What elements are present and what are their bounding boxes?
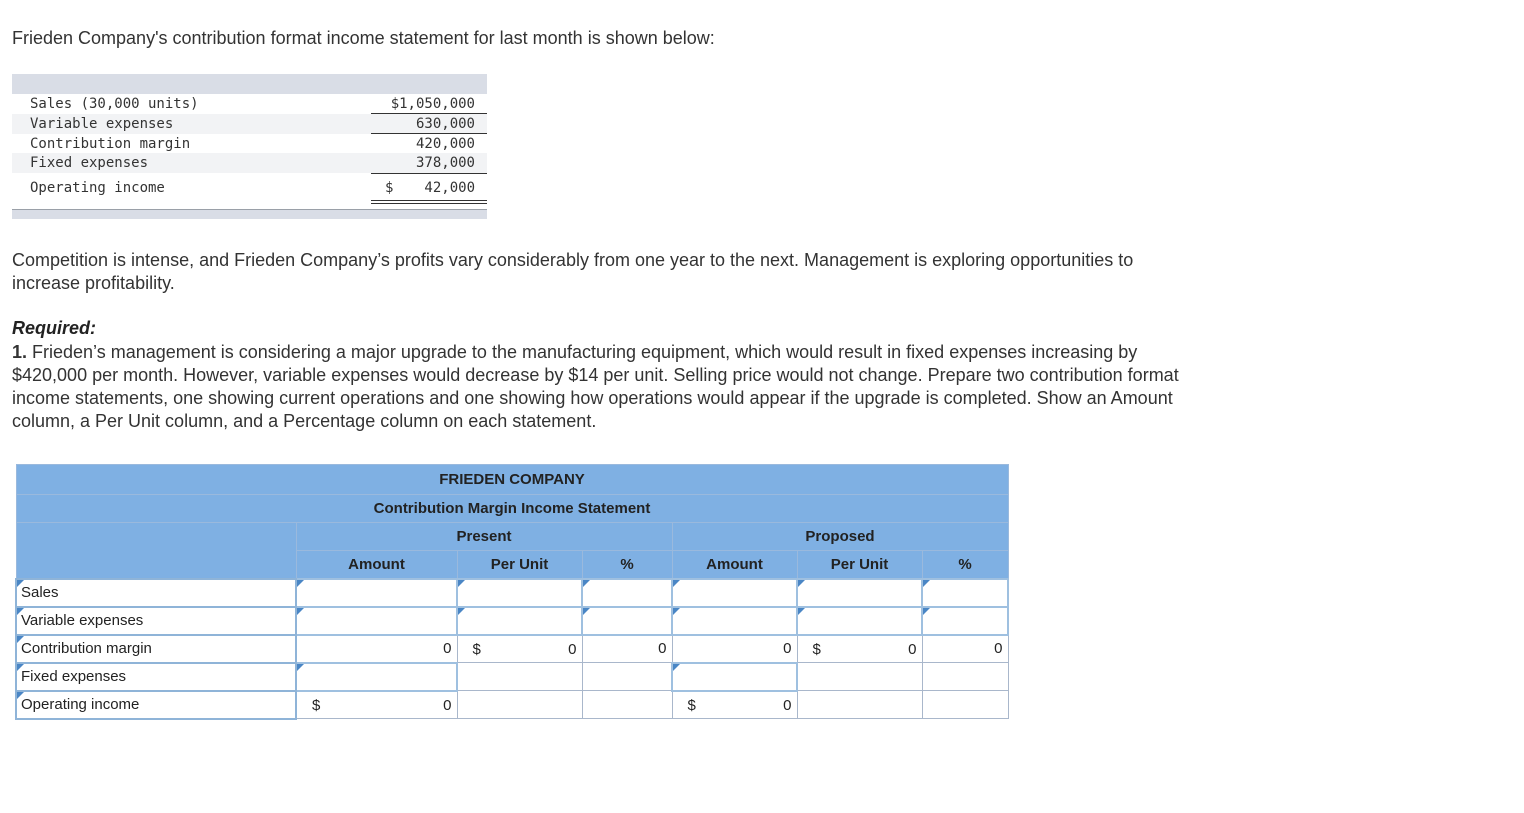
- source-label: Contribution margin: [30, 136, 191, 152]
- source-value: 378,000: [415, 155, 475, 171]
- row-label-text: Variable expenses: [21, 612, 144, 629]
- source-label: Fixed expenses: [30, 155, 149, 171]
- requirement-1: [12, 341, 1202, 433]
- proposed-variable-pct-input[interactable]: [922, 607, 1008, 635]
- input-marker: [17, 636, 24, 643]
- underline: [371, 133, 487, 134]
- present-cm-per-unit: [457, 635, 582, 663]
- dollar-sign: $: [312, 696, 321, 714]
- proposed-sales-amount-input[interactable]: [672, 579, 797, 607]
- present-cm-pct: 0: [582, 635, 672, 663]
- source-label: Sales (30,000 units): [30, 96, 199, 112]
- input-marker: [923, 608, 930, 615]
- statement-bottom-bar: [12, 209, 487, 219]
- input-marker: [673, 608, 680, 615]
- present-cm-amount: 0: [296, 635, 457, 663]
- empty-cell: [922, 663, 1008, 691]
- source-label: Variable expenses: [30, 116, 174, 132]
- input-marker: [297, 608, 304, 615]
- row-label-cm[interactable]: [16, 635, 296, 663]
- empty-cell: [457, 663, 582, 691]
- intro-text: Frieden Company's contribution format income statement for last month is shown below:: [12, 28, 715, 48]
- source-row-oi: [12, 178, 487, 198]
- source-dollar: $: [385, 180, 394, 196]
- company-name: FRIEDEN COMPANY: [16, 465, 1008, 495]
- proposed-variable-amount-input[interactable]: [672, 607, 797, 635]
- underline: [371, 173, 487, 174]
- value: 0: [568, 640, 577, 658]
- row-label-sales[interactable]: [16, 579, 296, 607]
- row-label-text: Operating income: [21, 696, 140, 713]
- source-row-sales: [12, 94, 487, 114]
- present-sales-per-unit-input[interactable]: [457, 579, 582, 607]
- source-row-variable: [12, 114, 487, 134]
- source-income-statement: [12, 74, 487, 219]
- row-label-text: Contribution margin: [21, 640, 152, 657]
- table-row: [16, 607, 1008, 635]
- source-value: $1,050,000: [390, 96, 475, 112]
- present-fixed-amount-input[interactable]: [296, 663, 457, 691]
- input-marker: [458, 608, 465, 615]
- input-marker: [583, 608, 590, 615]
- source-value: 420,000: [415, 136, 475, 152]
- source-row-cm: [12, 134, 487, 154]
- row-label-text: Sales: [21, 584, 59, 601]
- proposed-cm-pct: 0: [922, 635, 1008, 663]
- proposed-oi-amount: [672, 691, 797, 719]
- present-sales-amount-input[interactable]: [296, 579, 457, 607]
- source-value: 42,000: [424, 180, 475, 196]
- source-label: Operating income: [30, 180, 165, 196]
- present-pct-header: %: [582, 551, 672, 579]
- double-underline: [371, 200, 487, 201]
- double-underline: [371, 203, 487, 204]
- empty-cell: [457, 691, 582, 719]
- input-marker: [583, 580, 590, 587]
- empty-cell: [797, 691, 922, 719]
- row-label-fixed[interactable]: [16, 663, 296, 691]
- proposed-fixed-amount-input[interactable]: [672, 663, 797, 691]
- proposed-cm-per-unit: [797, 635, 922, 663]
- present-variable-per-unit-input[interactable]: [457, 607, 582, 635]
- present-per-unit-header: Per Unit: [457, 551, 582, 579]
- table-row: [16, 663, 1008, 691]
- present-header: Present: [296, 523, 672, 551]
- empty-cell: [797, 663, 922, 691]
- input-marker: [673, 580, 680, 587]
- row-label-variable[interactable]: [16, 607, 296, 635]
- empty-cell: [582, 691, 672, 719]
- proposed-header: Proposed: [672, 523, 1008, 551]
- proposed-sales-per-unit-input[interactable]: [797, 579, 922, 607]
- input-marker: [17, 692, 24, 699]
- statement-title: Contribution Margin Income Statement: [16, 495, 1008, 523]
- dollar-sign: $: [687, 696, 696, 714]
- value: 0: [443, 696, 452, 714]
- requirement-number: 1.: [12, 342, 28, 362]
- proposed-sales-pct-input[interactable]: [922, 579, 1008, 607]
- dollar-sign: $: [812, 640, 821, 658]
- present-sales-pct-input[interactable]: [582, 579, 672, 607]
- value: 0: [908, 640, 917, 658]
- context-paragraph: Competition is intense, and Frieden Company’s profits vary considerably from one year to the next. Management is exploring opportunities to increase profitability.: [12, 250, 1134, 293]
- input-marker: [17, 608, 24, 615]
- proposed-pct-header: %: [922, 551, 1008, 579]
- proposed-variable-per-unit-input[interactable]: [797, 607, 922, 635]
- table-row: [16, 691, 1008, 719]
- proposed-per-unit-header: Per Unit: [797, 551, 922, 579]
- input-marker: [673, 664, 680, 671]
- row-label-text: Fixed expenses: [21, 668, 127, 685]
- input-marker: [923, 580, 930, 587]
- input-marker: [297, 580, 304, 587]
- input-marker: [798, 608, 805, 615]
- requirement-text: Frieden’s management is considering a major upgrade to the manufacturing equipment, which would result in fixed expenses increasing by $420,000 per month. However, variable expenses would decrease by $14 per unit. Selling price would not change. Prepare two contribution format income statements, one showing current operations and one showing how operations would appear if the upgrade is completed. Show an Amount column, a Per Unit column, and a Percentage column on each statement.: [12, 342, 1179, 431]
- table-row: [16, 635, 1008, 663]
- present-variable-amount-input[interactable]: [296, 607, 457, 635]
- present-oi-amount: [296, 691, 457, 719]
- value: 0: [783, 696, 792, 714]
- empty-cell: [922, 691, 1008, 719]
- proposed-cm-amount: 0: [672, 635, 797, 663]
- input-marker: [297, 664, 304, 671]
- required-heading: Required:: [12, 318, 97, 338]
- underline: [371, 113, 487, 114]
- present-amount-header: Amount: [296, 551, 457, 579]
- income-statement-table: [15, 464, 1009, 720]
- input-marker: [458, 580, 465, 587]
- source-row-fixed: [12, 153, 487, 173]
- input-marker: [798, 580, 805, 587]
- table-row: [16, 579, 1008, 607]
- row-label-oi[interactable]: [16, 691, 296, 719]
- source-value: 630,000: [415, 116, 475, 132]
- proposed-amount-header: Amount: [672, 551, 797, 579]
- input-marker: [17, 664, 24, 671]
- statement-top-bar: [12, 74, 487, 94]
- empty-cell: [582, 663, 672, 691]
- dollar-sign: $: [472, 640, 481, 658]
- present-variable-pct-input[interactable]: [582, 607, 672, 635]
- header-blank: [16, 523, 296, 579]
- input-marker: [17, 580, 24, 587]
